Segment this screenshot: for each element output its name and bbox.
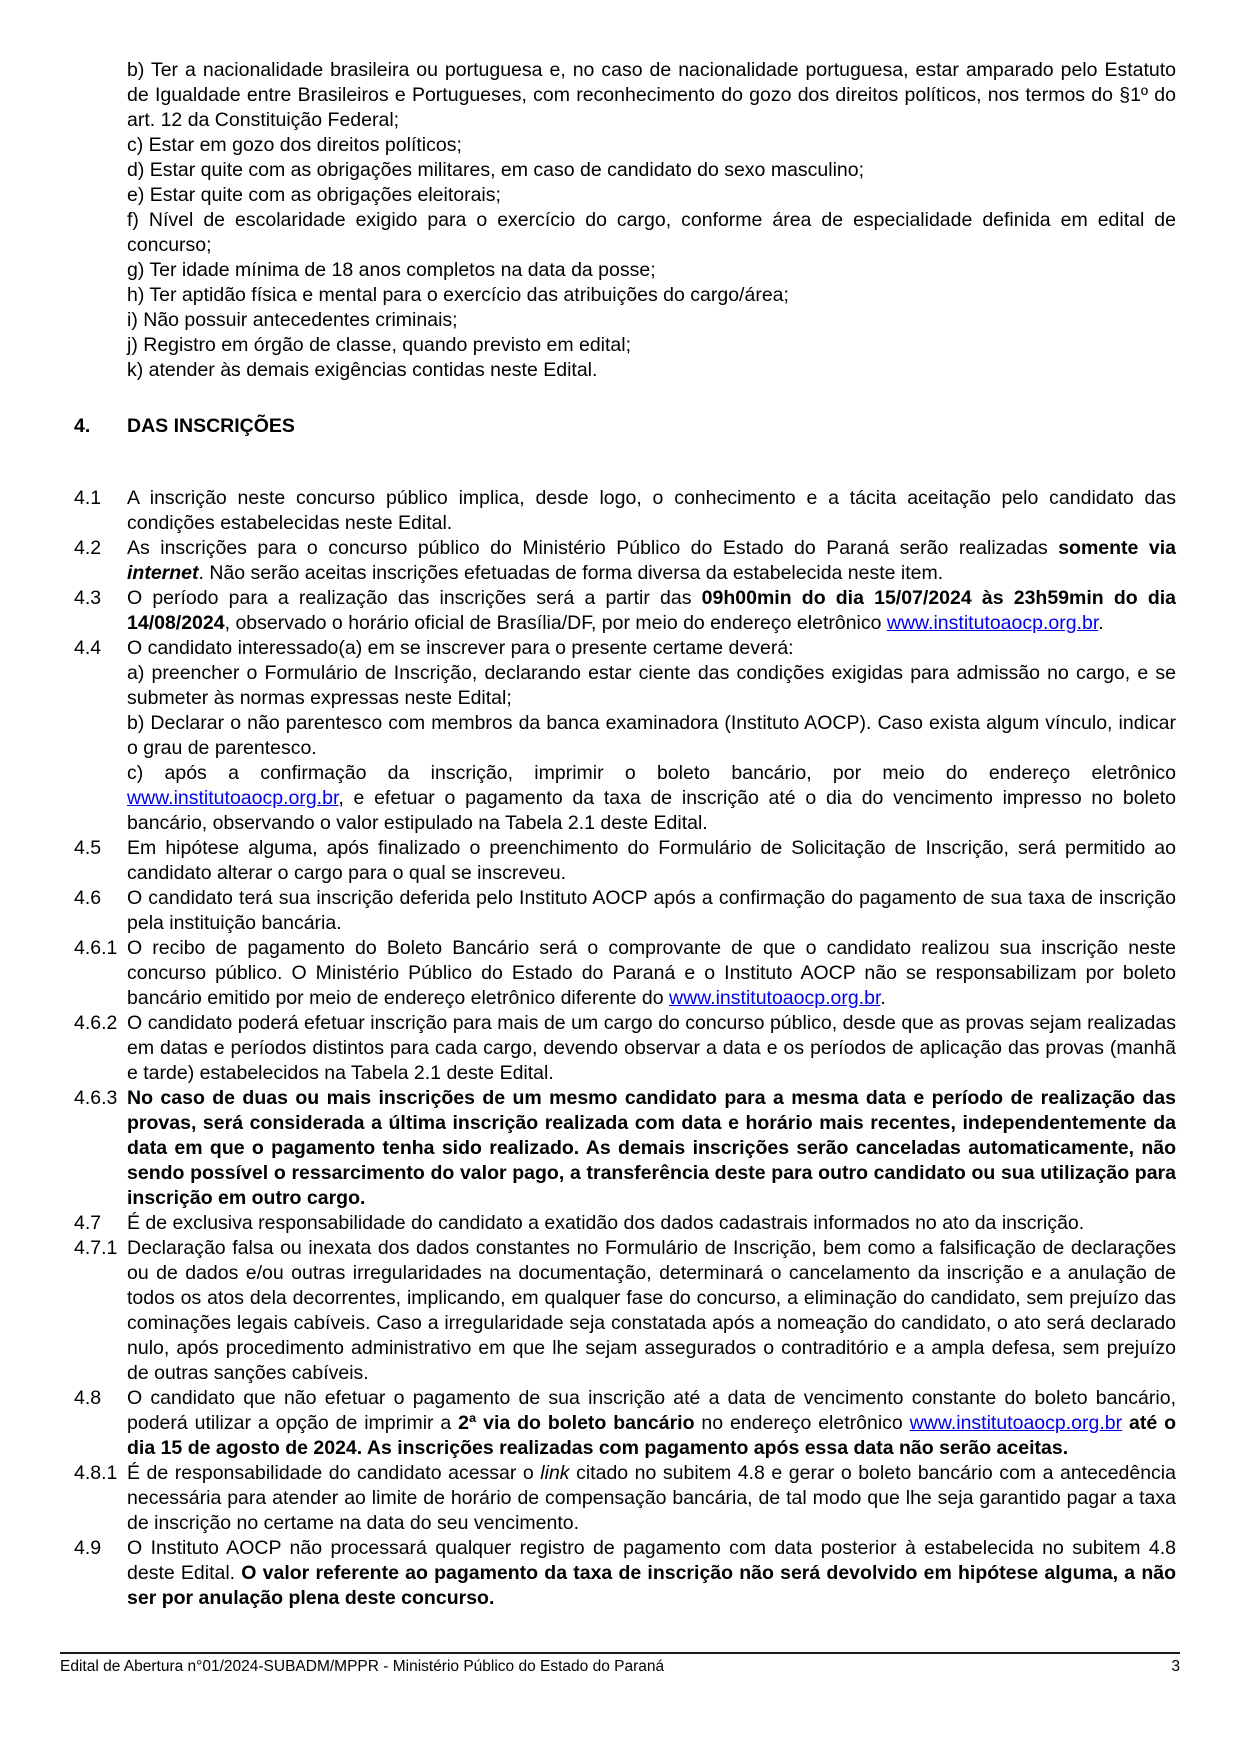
numbered-item xyxy=(63,1011,1176,1086)
item-body xyxy=(127,936,1176,1011)
text-run: As inscrições para o concurso público do Ministério Público do Estado do Paraná serão realizadas xyxy=(127,537,1059,559)
item-number: 4.6.1 xyxy=(74,937,118,959)
items-container xyxy=(63,486,1176,1611)
numbered-item xyxy=(63,936,1176,1011)
inline-link[interactable]: www.institutoaocp.org.br xyxy=(909,1412,1123,1434)
text-run: É de exclusiva responsabilidade do candidato a exatidão dos dados cadastrais informados no ato da inscrição. xyxy=(127,1212,1085,1234)
item-body xyxy=(127,1461,1176,1536)
item-number: 4.9 xyxy=(74,1537,102,1559)
item-body xyxy=(127,1386,1176,1461)
item-number: 4.7 xyxy=(74,1212,102,1234)
section-title: DAS INSCRIÇÕES xyxy=(127,415,295,437)
text-run: c) Estar em gozo dos direitos políticos; xyxy=(127,134,462,156)
text-run: internet xyxy=(127,562,199,584)
item-paragraph xyxy=(127,886,1176,936)
item-paragraph xyxy=(127,636,1176,661)
intro-paragraph xyxy=(127,208,1176,258)
item-body xyxy=(127,1536,1176,1611)
item-number: 4.3 xyxy=(74,587,102,609)
numbered-item xyxy=(63,486,1176,536)
numbered-item xyxy=(63,1236,1176,1386)
inline-link[interactable]: www.institutoaocp.org.br xyxy=(669,987,881,1009)
text-run: A inscrição neste concurso público implica, desde logo, o conhecimento e a tácita aceitação pelo candidato das condições estabelecidas neste Edital. xyxy=(127,487,1176,534)
item-number: 4.4 xyxy=(74,637,102,659)
intro-paragraph xyxy=(127,133,1176,158)
text-run: , e efetuar o pagamento da taxa de inscrição até o dia do vencimento impresso no boleto bancário, observando o valor estipulado na Tabela 2.1 deste Edital. xyxy=(127,787,1176,834)
item-paragraph xyxy=(127,1386,1176,1461)
numbered-item xyxy=(63,1386,1176,1461)
numbered-item xyxy=(63,836,1176,886)
item-paragraph xyxy=(127,936,1176,1011)
text-run: d) Estar quite com as obrigações militares, em caso de candidato do sexo masculino; xyxy=(127,159,865,181)
item-paragraph xyxy=(127,486,1176,536)
intro-paragraph xyxy=(127,283,1176,308)
text-run: , observado o horário oficial de Brasília/DF, por meio do endereço eletrônico xyxy=(224,612,887,634)
item-paragraph xyxy=(127,661,1176,711)
item-body xyxy=(127,1086,1176,1211)
text-run: O Instituto AOCP não processará qualquer registro de pagamento com data posterior à estabelecida no subitem 4.8 deste Edital. xyxy=(127,1537,1176,1584)
numbered-item xyxy=(63,1211,1176,1236)
text-run: O recibo de pagamento do Boleto Bancário será o comprovante de que o candidato realizou sua inscrição neste concurso público. O Ministério Público do Estado do Paraná e o Instituto AOCP não se responsabilizam por boleto bancário emitido por meio de endereço eletrônico diferente do xyxy=(127,937,1176,1009)
item-paragraph xyxy=(127,586,1176,636)
item-paragraph xyxy=(127,536,1176,586)
numbered-item xyxy=(63,1086,1176,1211)
inline-link[interactable]: www.institutoaocp.org.br xyxy=(886,612,1099,634)
item-number: 4.8 xyxy=(74,1387,102,1409)
item-paragraph xyxy=(127,711,1176,761)
item-body xyxy=(127,536,1176,586)
footer-text: Edital de Abertura n°01/2024-SUBADM/MPPR - Ministério Público do Estado do Paraná xyxy=(60,1658,665,1675)
section-heading xyxy=(63,414,1176,439)
item-number: 4.1 xyxy=(74,487,102,509)
text-run: c) após a confirmação da inscrição, imprimir o boleto bancário, por meio do endereço eletrônico xyxy=(127,762,1176,784)
intro-paragraph xyxy=(127,358,1176,383)
text-run: É de responsabilidade do candidato acessar o xyxy=(127,1462,541,1484)
text-run: até o dia 15 de agosto de 2024. As inscrições realizadas com pagamento após essa data não serão aceitas. xyxy=(127,1412,1176,1459)
item-number: 4.7.1 xyxy=(74,1237,118,1259)
item-body xyxy=(127,886,1176,936)
section-number: 4. xyxy=(74,415,91,437)
item-paragraph xyxy=(127,1536,1176,1611)
text-run: g) Ter idade mínima de 18 anos completos na data da posse; xyxy=(127,259,656,281)
text-run: O valor referente ao pagamento da taxa de inscrição não será devolvido em hipótese alguma, a não ser por anulação plena deste concurso. xyxy=(127,1562,1176,1609)
text-run: O candidato terá sua inscrição deferida pelo Instituto AOCP após a confirmação do pagamento de sua taxa de inscrição pela instituição bancária. xyxy=(127,887,1176,934)
item-body xyxy=(127,836,1176,886)
item-paragraph xyxy=(127,761,1176,836)
text-run: b) Declarar o não parentesco com membros da banca examinadora (Instituto AOCP). Caso exista algum vínculo, indicar o grau de parentesco. xyxy=(127,712,1176,759)
numbered-item xyxy=(63,636,1176,836)
text-run: citado no subitem 4.8 e gerar o boleto bancário com a antecedência necessária para atender ao limite de horário de compensação bancária, de tal modo que lhe seja garantido pagar a taxa de inscrição no certame na data do seu vencimento. xyxy=(127,1462,1176,1534)
text-run: a) preencher o Formulário de Inscrição, declarando estar ciente das condições exigidas para admissão no cargo, e se submeter às normas expressas neste Edital; xyxy=(127,662,1176,709)
item-number: 4.6.2 xyxy=(74,1012,118,1034)
item-paragraph xyxy=(127,836,1176,886)
item-number: 4.6 xyxy=(74,887,102,909)
numbered-item xyxy=(63,536,1176,586)
text-run: 09h00min do dia 15/07/2024 às 23h59min do dia 14/08/2024 xyxy=(127,587,1177,634)
numbered-item xyxy=(63,886,1176,936)
text-run: somente via xyxy=(1058,537,1176,559)
text-run: Em hipótese alguma, após finalizado o preenchimento do Formulário de Solicitação de Inscrição, será permitido ao candidato alterar o cargo para o qual se inscreveu. xyxy=(127,837,1176,884)
item-paragraph xyxy=(127,1236,1176,1386)
text-run: . Não serão aceitas inscrições efetuadas de forma diversa da estabelecida neste item. xyxy=(198,562,944,584)
text-run: . xyxy=(1098,612,1104,634)
item-paragraph xyxy=(127,1211,1176,1236)
text-run: Declaração falsa ou inexata dos dados constantes no Formulário de Inscrição, bem como a falsificação de declarações ou de dados e/ou outras irregularidades na documentação, determinará o cancelamento da inscrição e a anulação de todos os atos dela decorrentes, implicando, em qualquer fase do concurso, a eliminação do candidato, sem prejuízo das cominações legais cabíveis. Caso a irregularidade seja constatada após a nomeação do candidato, o ato será declarado nulo, após procedimento administrativo em que lhe sejam assegurados o contraditório e a ampla defesa, sem prejuízo de outras sanções cabíveis. xyxy=(127,1237,1176,1384)
item-body xyxy=(127,1211,1176,1236)
item-number: 4.6.3 xyxy=(74,1087,118,1109)
item-paragraph xyxy=(127,1461,1176,1536)
item-body xyxy=(127,486,1176,536)
numbered-item xyxy=(63,586,1176,636)
intro-paragraph xyxy=(127,333,1176,358)
text-run: O candidato poderá efetuar inscrição para mais de um cargo do concurso público, desde que as provas sejam realizadas em datas e períodos distintos para cada cargo, devendo observar a data e os períodos de aplicação das provas (manhã e tarde) estabelecidos na Tabela 2.1 deste Edital. xyxy=(127,1012,1176,1084)
text-run: i) Não possuir antecedentes criminais; xyxy=(127,309,458,331)
page-number: 3 xyxy=(1171,1658,1180,1675)
text-run: j) Registro em órgão de classe, quando previsto em edital; xyxy=(127,334,632,356)
text-run: no endereço eletrônico xyxy=(694,1412,910,1434)
item-number: 4.8.1 xyxy=(74,1462,118,1484)
text-run: link xyxy=(540,1462,570,1484)
intro-paragraph xyxy=(127,258,1176,283)
intro-paragraph xyxy=(127,308,1176,333)
item-body xyxy=(127,1011,1176,1086)
numbered-item xyxy=(63,1461,1176,1536)
text-run: h) Ter aptidão física e mental para o exercício das atribuições do cargo/área; xyxy=(127,284,789,306)
item-paragraph xyxy=(127,1011,1176,1086)
text-run: No caso de duas ou mais inscrições de um mesmo candidato para a mesma data e período de realização das provas, será considerada a última inscrição realizada com data e horário mais recentes, independentemente da data em que o pagamento tenha sido realizado. As demais inscrições serão canceladas automaticamente, não sendo possível o ressarcimento do valor pago, a transferência deste para outro candidato ou sua utilização para inscrição em outro cargo. xyxy=(127,1087,1176,1209)
text-run: O candidato que não efetuar o pagamento de sua inscrição até a data de vencimento constante do boleto bancário, poderá utilizar a opção de imprimir a xyxy=(127,1387,1176,1434)
text-run: b) Ter a nacionalidade brasileira ou portuguesa e, no caso de nacionalidade portuguesa, estar amparado pelo Estatuto de Igualdade entre Brasileiros e Portugueses, com reconhecimento do gozo dos direitos políticos, nos termos do §1º do art. 12 da Constituição Federal; xyxy=(127,59,1176,131)
item-paragraph xyxy=(127,1086,1176,1211)
text-run: k) atender às demais exigências contidas neste Edital. xyxy=(127,359,598,381)
intro-paragraph xyxy=(127,158,1176,183)
text-run: e) Estar quite com as obrigações eleitorais; xyxy=(127,184,501,206)
text-run: O período para a realização das inscrições será a partir das xyxy=(127,587,702,609)
text-run: 2ª via do boleto bancário xyxy=(458,1412,695,1434)
text-run: . xyxy=(880,987,886,1009)
inline-link[interactable]: www.institutoaocp.org.br xyxy=(127,787,339,809)
item-body xyxy=(127,586,1176,636)
page-footer xyxy=(60,1652,1180,1677)
item-number: 4.2 xyxy=(74,537,102,559)
text-run: f) Nível de escolaridade exigido para o exercício do cargo, conforme área de especialidade definida em edital de concurso; xyxy=(127,209,1176,256)
item-number: 4.5 xyxy=(74,837,102,859)
intro-paragraph xyxy=(127,183,1176,208)
numbered-item xyxy=(63,1536,1176,1611)
intro-paragraph xyxy=(127,58,1176,133)
intro-list xyxy=(127,58,1176,383)
item-body xyxy=(127,1236,1176,1386)
item-body xyxy=(127,636,1176,836)
text-run: O candidato interessado(a) em se inscrever para o presente certame deverá: xyxy=(127,637,794,659)
